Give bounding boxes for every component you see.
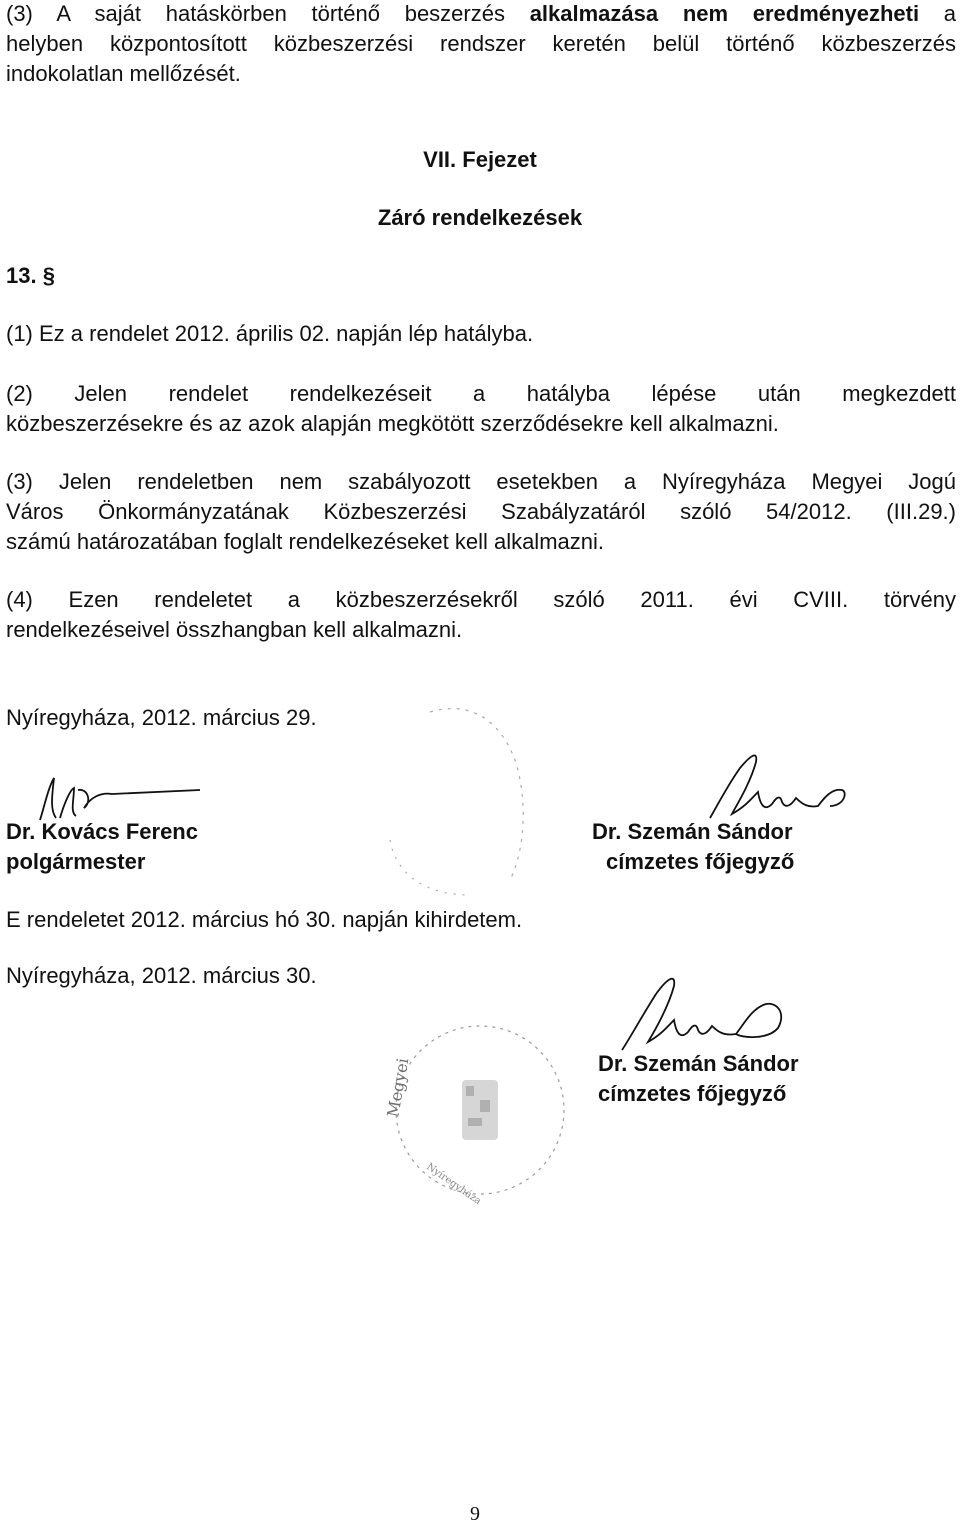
provision-2-line-1: (2) Jelen rendelet rendelkezéseit a hatályba lépése után megkezdett bbox=[6, 381, 956, 406]
prev-para-text: (3) A saját hatáskörben történő beszerzés bbox=[6, 1, 530, 26]
stamp-text-2: Nyíregyháza bbox=[424, 1161, 484, 1208]
promulgation-signer-name: Dr. Szemán Sándor bbox=[598, 1051, 799, 1076]
promulgation-place-date: Nyíregyháza, 2012. március 30. bbox=[6, 963, 317, 988]
provision-1: (1) Ez a rendelet 2012. április 02. napján lép hatályba. bbox=[6, 321, 534, 346]
provision-2-line-2: közbeszerzésekre és az azok alapján megkötött szerződésekre kell alkalmazni. bbox=[6, 411, 779, 436]
stamp-text-1: Megyei bbox=[383, 1056, 413, 1119]
prev-para-text-end: a bbox=[919, 1, 957, 26]
provision-3-line-3: számú határozatában foglalt rendelkezéseket kell alkalmazni. bbox=[6, 529, 604, 554]
right-signer-title: címzetes főjegyző bbox=[606, 849, 795, 874]
promulgation-signer-title: címzetes főjegyző bbox=[598, 1081, 787, 1106]
signing-place-date: Nyíregyháza, 2012. március 29. bbox=[6, 705, 317, 730]
provision-3-line-2: Város Önkormányzatának Közbeszerzési Szabályzatáról szóló 54/2012. (III.29.) bbox=[6, 499, 956, 524]
page-number: 9 bbox=[470, 1503, 480, 1525]
chapter-number: VII. Fejezet bbox=[423, 147, 537, 172]
provision-4-line-2: rendelkezéseivel összhangban kell alkalmazni. bbox=[6, 617, 463, 642]
prev-para-line-3: indokolatlan mellőzését. bbox=[6, 61, 241, 86]
official-stamp bbox=[370, 1010, 600, 1210]
right-signer-name: Dr. Szemán Sándor bbox=[592, 819, 793, 844]
chapter-title: Záró rendelkezések bbox=[377, 205, 583, 230]
provision-3-line-1: (3) Jelen rendeletben nem szabályozott esetekben a Nyíregyháza Megyei Jogú bbox=[6, 469, 956, 494]
provision-4-line-1: (4) Ezen rendeletet a közbeszerzésekről szóló 2011. évi CVIII. törvény bbox=[6, 587, 956, 612]
prev-para-line-2: helyben központosított közbeszerzési rendszer keretén belül történő közbeszerzés bbox=[6, 31, 956, 56]
left-signer-name: Dr. Kovács Ferenc bbox=[6, 819, 198, 844]
signature-szeman-2 bbox=[618, 968, 818, 1058]
section-label: 13. § bbox=[6, 263, 55, 288]
promulgation-text: E rendeletet 2012. március hó 30. napján kihirdetem. bbox=[6, 907, 523, 932]
left-signer-title: polgármester bbox=[6, 849, 146, 874]
signature-szeman-1 bbox=[706, 748, 906, 828]
prev-para-emphasis: alkalmazása nem eredményezheti bbox=[529, 1, 920, 26]
